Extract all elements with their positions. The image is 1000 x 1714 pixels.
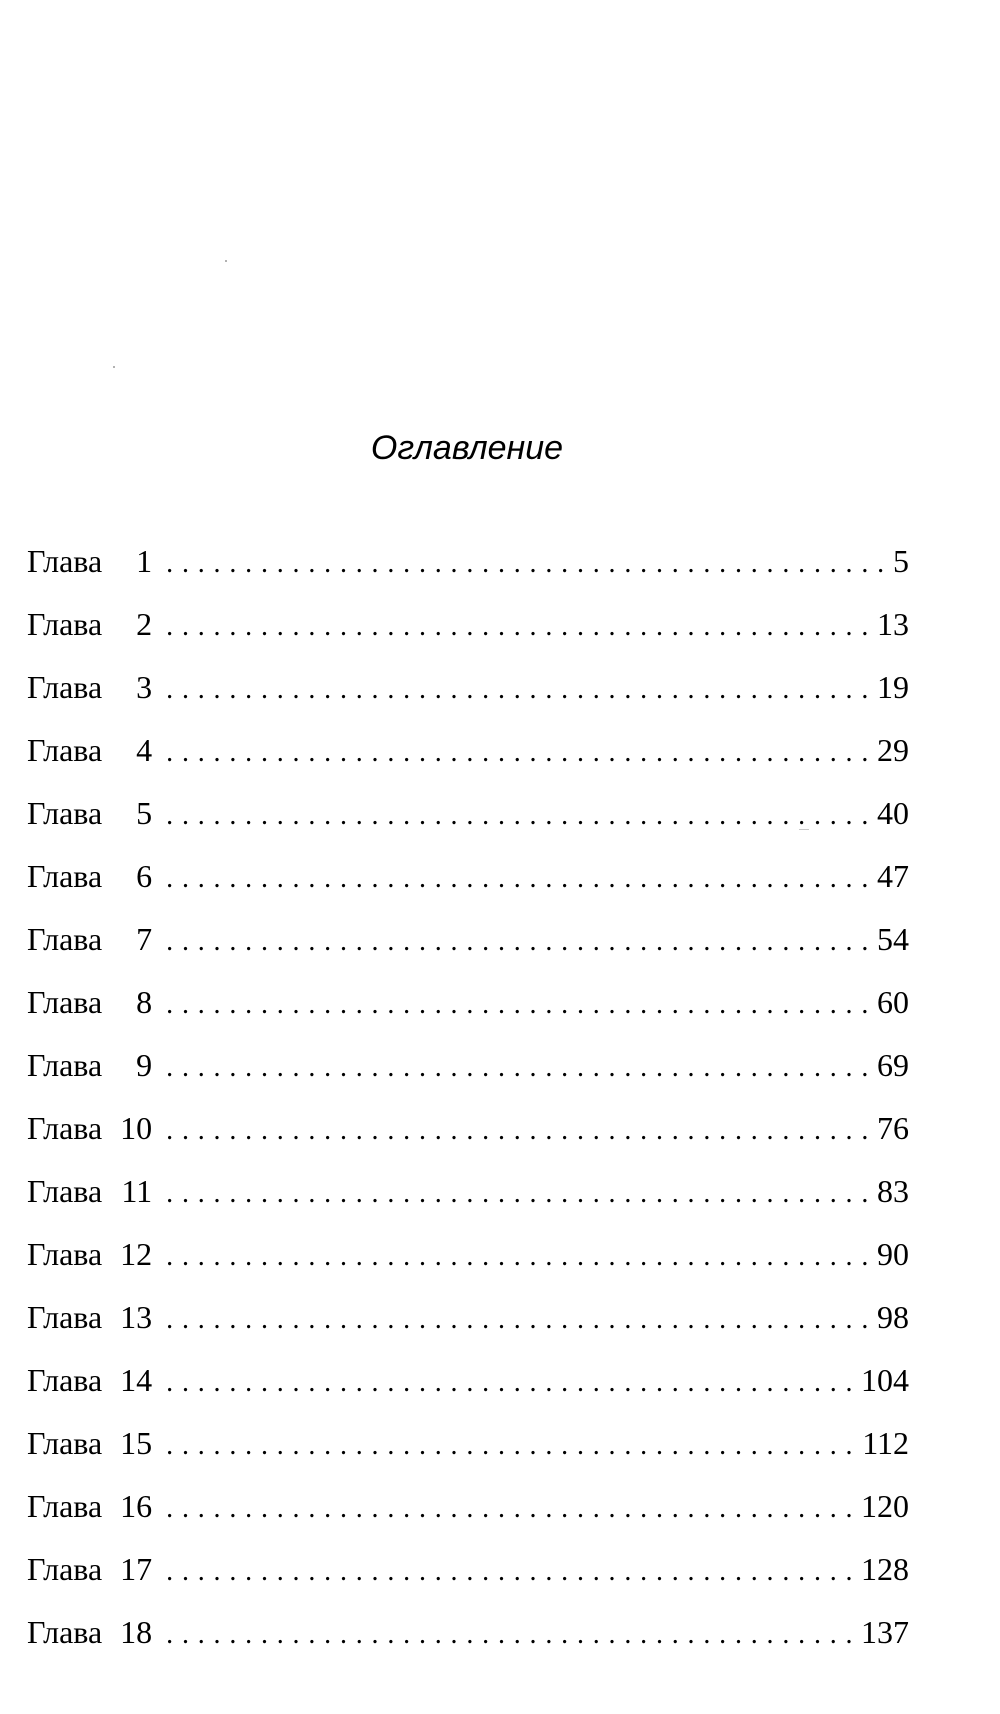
chapter-number: 4: [136, 732, 153, 768]
chapter-number: 15: [120, 1425, 153, 1461]
dot-leader: [166, 1477, 857, 1540]
chapter-number: 6: [136, 858, 153, 894]
chapter-number: 16: [120, 1488, 153, 1524]
chapter-label: Глава: [27, 1551, 103, 1587]
page-number: 29: [877, 732, 909, 768]
scan-speck: [225, 260, 227, 262]
dot-leader: [166, 784, 873, 847]
chapter-number: 11: [121, 1173, 153, 1209]
toc-entry: [27, 908, 909, 971]
page-number: 90: [877, 1236, 909, 1272]
chapter-number: 5: [136, 795, 153, 831]
page-number: 104: [861, 1362, 909, 1398]
page-number: 54: [877, 921, 909, 957]
chapter-label: Глава: [27, 858, 103, 894]
chapter-label: Глава: [27, 1488, 103, 1524]
page-number: 60: [877, 984, 909, 1020]
chapter-label: Глава: [27, 1425, 103, 1461]
toc-entry: [27, 719, 909, 782]
chapter-number: 13: [120, 1299, 153, 1335]
chapter-label: Глава: [27, 921, 103, 957]
chapter-number: 7: [136, 921, 153, 957]
scan-speck: [113, 366, 115, 368]
toc-entry: [27, 845, 909, 908]
chapter-number: 2: [136, 606, 153, 642]
dot-leader: [166, 847, 873, 910]
chapter-number: 18: [120, 1614, 153, 1650]
toc-entry: [27, 1412, 909, 1475]
toc-entry: [27, 656, 909, 719]
toc-entry: [27, 971, 909, 1034]
chapter-label: Глава: [27, 669, 103, 705]
dot-leader: [166, 1351, 857, 1414]
chapter-number: 17: [120, 1551, 153, 1587]
chapter-number: 12: [120, 1236, 153, 1272]
toc-entry: [27, 1034, 909, 1097]
dot-leader: [166, 973, 873, 1036]
chapter-number: 3: [136, 669, 153, 705]
toc-list: [27, 530, 909, 1664]
chapter-label: Глава: [27, 543, 103, 579]
page-number: 13: [877, 606, 909, 642]
toc-entry: [27, 593, 909, 656]
dot-leader: [166, 595, 873, 658]
page-number: 19: [877, 669, 909, 705]
dot-leader: [166, 721, 873, 784]
page-number: 137: [861, 1614, 909, 1650]
dot-leader: [166, 910, 873, 973]
chapter-label: Глава: [27, 1614, 103, 1650]
chapter-label: Глава: [27, 1236, 103, 1272]
dot-leader: [166, 1540, 857, 1603]
chapter-label: Глава: [27, 732, 103, 768]
dot-leader: [166, 658, 873, 721]
toc-entry: [27, 1223, 909, 1286]
toc-entry: [27, 1349, 909, 1412]
page-number: 83: [877, 1173, 909, 1209]
chapter-number: 14: [120, 1362, 153, 1398]
toc-entry: [27, 1160, 909, 1223]
toc-entry: [27, 1601, 909, 1664]
chapter-label: Глава: [27, 795, 103, 831]
page-number: 112: [862, 1425, 909, 1461]
dot-leader: [166, 1225, 873, 1288]
toc-entry: [27, 1538, 909, 1601]
chapter-number: 10: [120, 1110, 153, 1146]
dot-leader: [166, 1603, 857, 1666]
toc-entry: [27, 782, 909, 845]
page-number: 128: [861, 1551, 909, 1587]
chapter-number: 1: [136, 543, 153, 579]
chapter-label: Глава: [27, 606, 103, 642]
toc-entry: [27, 530, 909, 593]
page-number: 5: [893, 543, 909, 579]
dot-leader: [166, 1414, 858, 1477]
page-number: 98: [877, 1299, 909, 1335]
toc-entry: [27, 1475, 909, 1538]
chapter-label: Глава: [27, 1173, 103, 1209]
chapter-label: Глава: [27, 1362, 103, 1398]
dot-leader: [166, 1099, 873, 1162]
chapter-number: 8: [136, 984, 153, 1020]
chapter-label: Глава: [27, 1110, 103, 1146]
page-number: 69: [877, 1047, 909, 1083]
page-number: 76: [877, 1110, 909, 1146]
page-number: 47: [877, 858, 909, 894]
chapter-label: Глава: [27, 1299, 103, 1335]
toc-title: Оглавление: [370, 429, 564, 467]
chapter-number: 9: [136, 1047, 153, 1083]
page-number: 40: [877, 795, 909, 831]
toc-entry: [27, 1097, 909, 1160]
dot-leader: [166, 1162, 873, 1225]
dot-leader: [166, 532, 889, 595]
dot-leader: [166, 1288, 873, 1351]
dot-leader: [166, 1036, 873, 1099]
chapter-label: Глава: [27, 984, 103, 1020]
page-number: 120: [861, 1488, 909, 1524]
toc-entry: [27, 1286, 909, 1349]
chapter-label: Глава: [27, 1047, 103, 1083]
